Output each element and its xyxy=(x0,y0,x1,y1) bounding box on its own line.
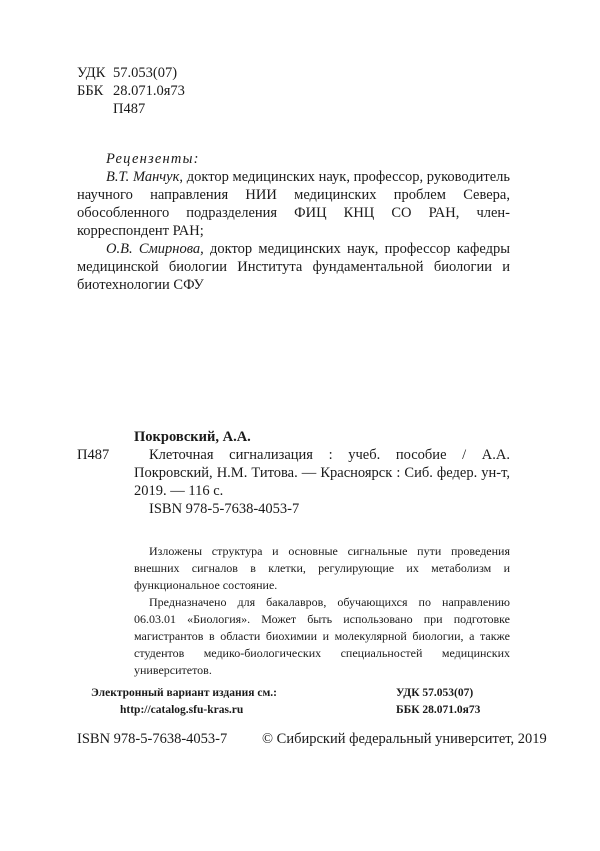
reviewer-2 xyxy=(77,240,510,294)
reviewers-block xyxy=(77,150,510,294)
electronic-udk: УДК 57.053(07) xyxy=(396,687,474,699)
bbk-label: ББК xyxy=(77,83,104,99)
catalog-author: Покровский, А.А. xyxy=(134,429,251,445)
udk-label: УДК xyxy=(77,65,106,81)
author-mark: П487 xyxy=(113,101,146,117)
bbk-line xyxy=(77,82,185,100)
author-mark-line xyxy=(77,100,185,118)
reviewer-2-text: , доктор медицинских наук, профессор кафедры медицинской биологии Института фундаментальной биологии и биотехнологии СФУ xyxy=(77,241,510,293)
catalog-isbn: ISBN 978-5-7638-4053-7 xyxy=(149,501,300,517)
reviewer-1-text: , доктор медицинских наук, профессор, руководитель научного направления НИИ медицинских проблем Севера, обособленного подразделения ФИЦ КНЦ СО РАН, член-корреспондент РАН; xyxy=(77,169,510,239)
reviewer-1-name: В.Т. Манчук xyxy=(106,169,180,185)
catalog-description: Клеточная сигнализация : учеб. пособие / А.А. Покровский, Н.М. Титова. — Красноярск : Сиб. федер. ун-т, 2019. — 116 с. xyxy=(134,447,510,499)
udk-line xyxy=(77,64,185,82)
reviewer-2-name: О.В. Смирнова xyxy=(106,241,201,257)
classification-block xyxy=(77,64,185,118)
footer-copyright: © Сибирский федеральный университет, 2019 xyxy=(262,731,547,747)
annotation-paragraph-2: Предназначено для бакалавров, обучающихся по направлению 06.03.01 «Биология». Может быть использовано при подготовке магистрантов в области биохимии и молекулярной биологии, а также студентов медико-биологических специальностей медицинских университетов. xyxy=(134,595,510,677)
udk-value: 57.053(07) xyxy=(113,65,178,81)
electronic-label: Электронный вариант издания см.: xyxy=(91,687,277,699)
reviewer-1 xyxy=(77,168,510,240)
annotation-paragraph-1: Изложены структура и основные сигнальные пути проведения внешних сигналов в клетки, регулирующие их метаболизм и функциональное состояние. xyxy=(134,544,510,592)
annotation-block xyxy=(134,543,510,679)
electronic-bbk: ББК 28.071.0я73 xyxy=(396,704,481,716)
reviewers-heading: Рецензенты: xyxy=(106,151,200,167)
footer-isbn: ISBN 978-5-7638-4053-7 xyxy=(77,731,228,747)
electronic-url[interactable]: http://catalog.sfu-kras.ru xyxy=(120,704,244,716)
bbk-value: 28.071.0я73 xyxy=(113,83,185,99)
catalog-mark: П487 xyxy=(77,447,110,463)
